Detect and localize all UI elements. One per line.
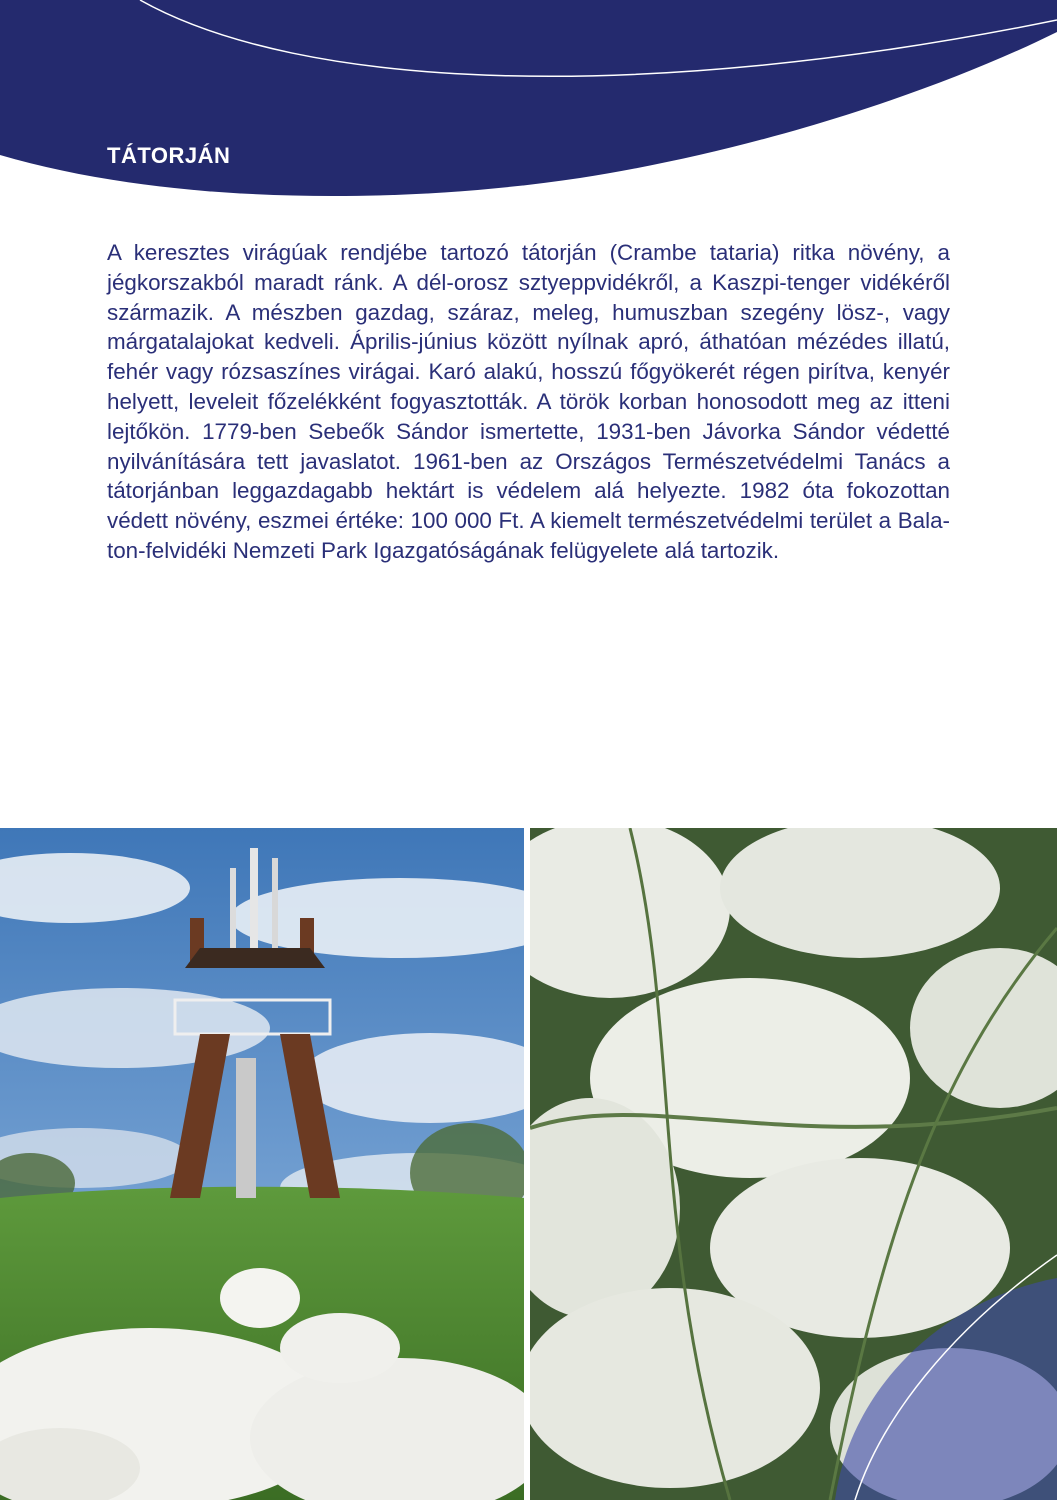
body-paragraph: A keresztes virágúak rendjébe tartozó tátorján (Crambe tataria) ritka növény, a jégkorszakból maradt ránk. A dél-orosz sztyeppvidékről, a Kaszpi-tenger vidékéről származik. A mészben gazdag, száraz, meleg, humuszban szegény lösz-, vagy márgatalajokat kedveli. Április-június között nyílnak apró, áthatóan mézédes illatú, fehér vagy rózsaszínes virágai. Karó alakú, hosszú főgyökerét régen pirítva, kenyér helyett, leveleit főzelékként fogyasztották. A török korban honosodott meg az itteni lejtőkön. 1779-ben Sebeők Sándor ismertette, 1931-ben Jávorka Sándor védetté nyilvánítására tett javaslatot. 1961-ben az Országos Természetvédelmi Tanács a tátorjánban leggazdagabb hektárt is védelem alá helyezte. 1982 óta fokozottan védett növény, eszmei értéke: 100 000 Ft. A kiemelt természetvédelmi terület a Balaton-felvidéki Nemzeti Park Igazgatóságának felügyelete alá tartozik.: [107, 240, 950, 563]
tower-photo: [0, 828, 524, 1500]
header-wave-banner: [0, 0, 1057, 230]
flowers-photo: [530, 828, 1057, 1500]
page-title: TÁTORJÁN: [107, 143, 231, 168]
